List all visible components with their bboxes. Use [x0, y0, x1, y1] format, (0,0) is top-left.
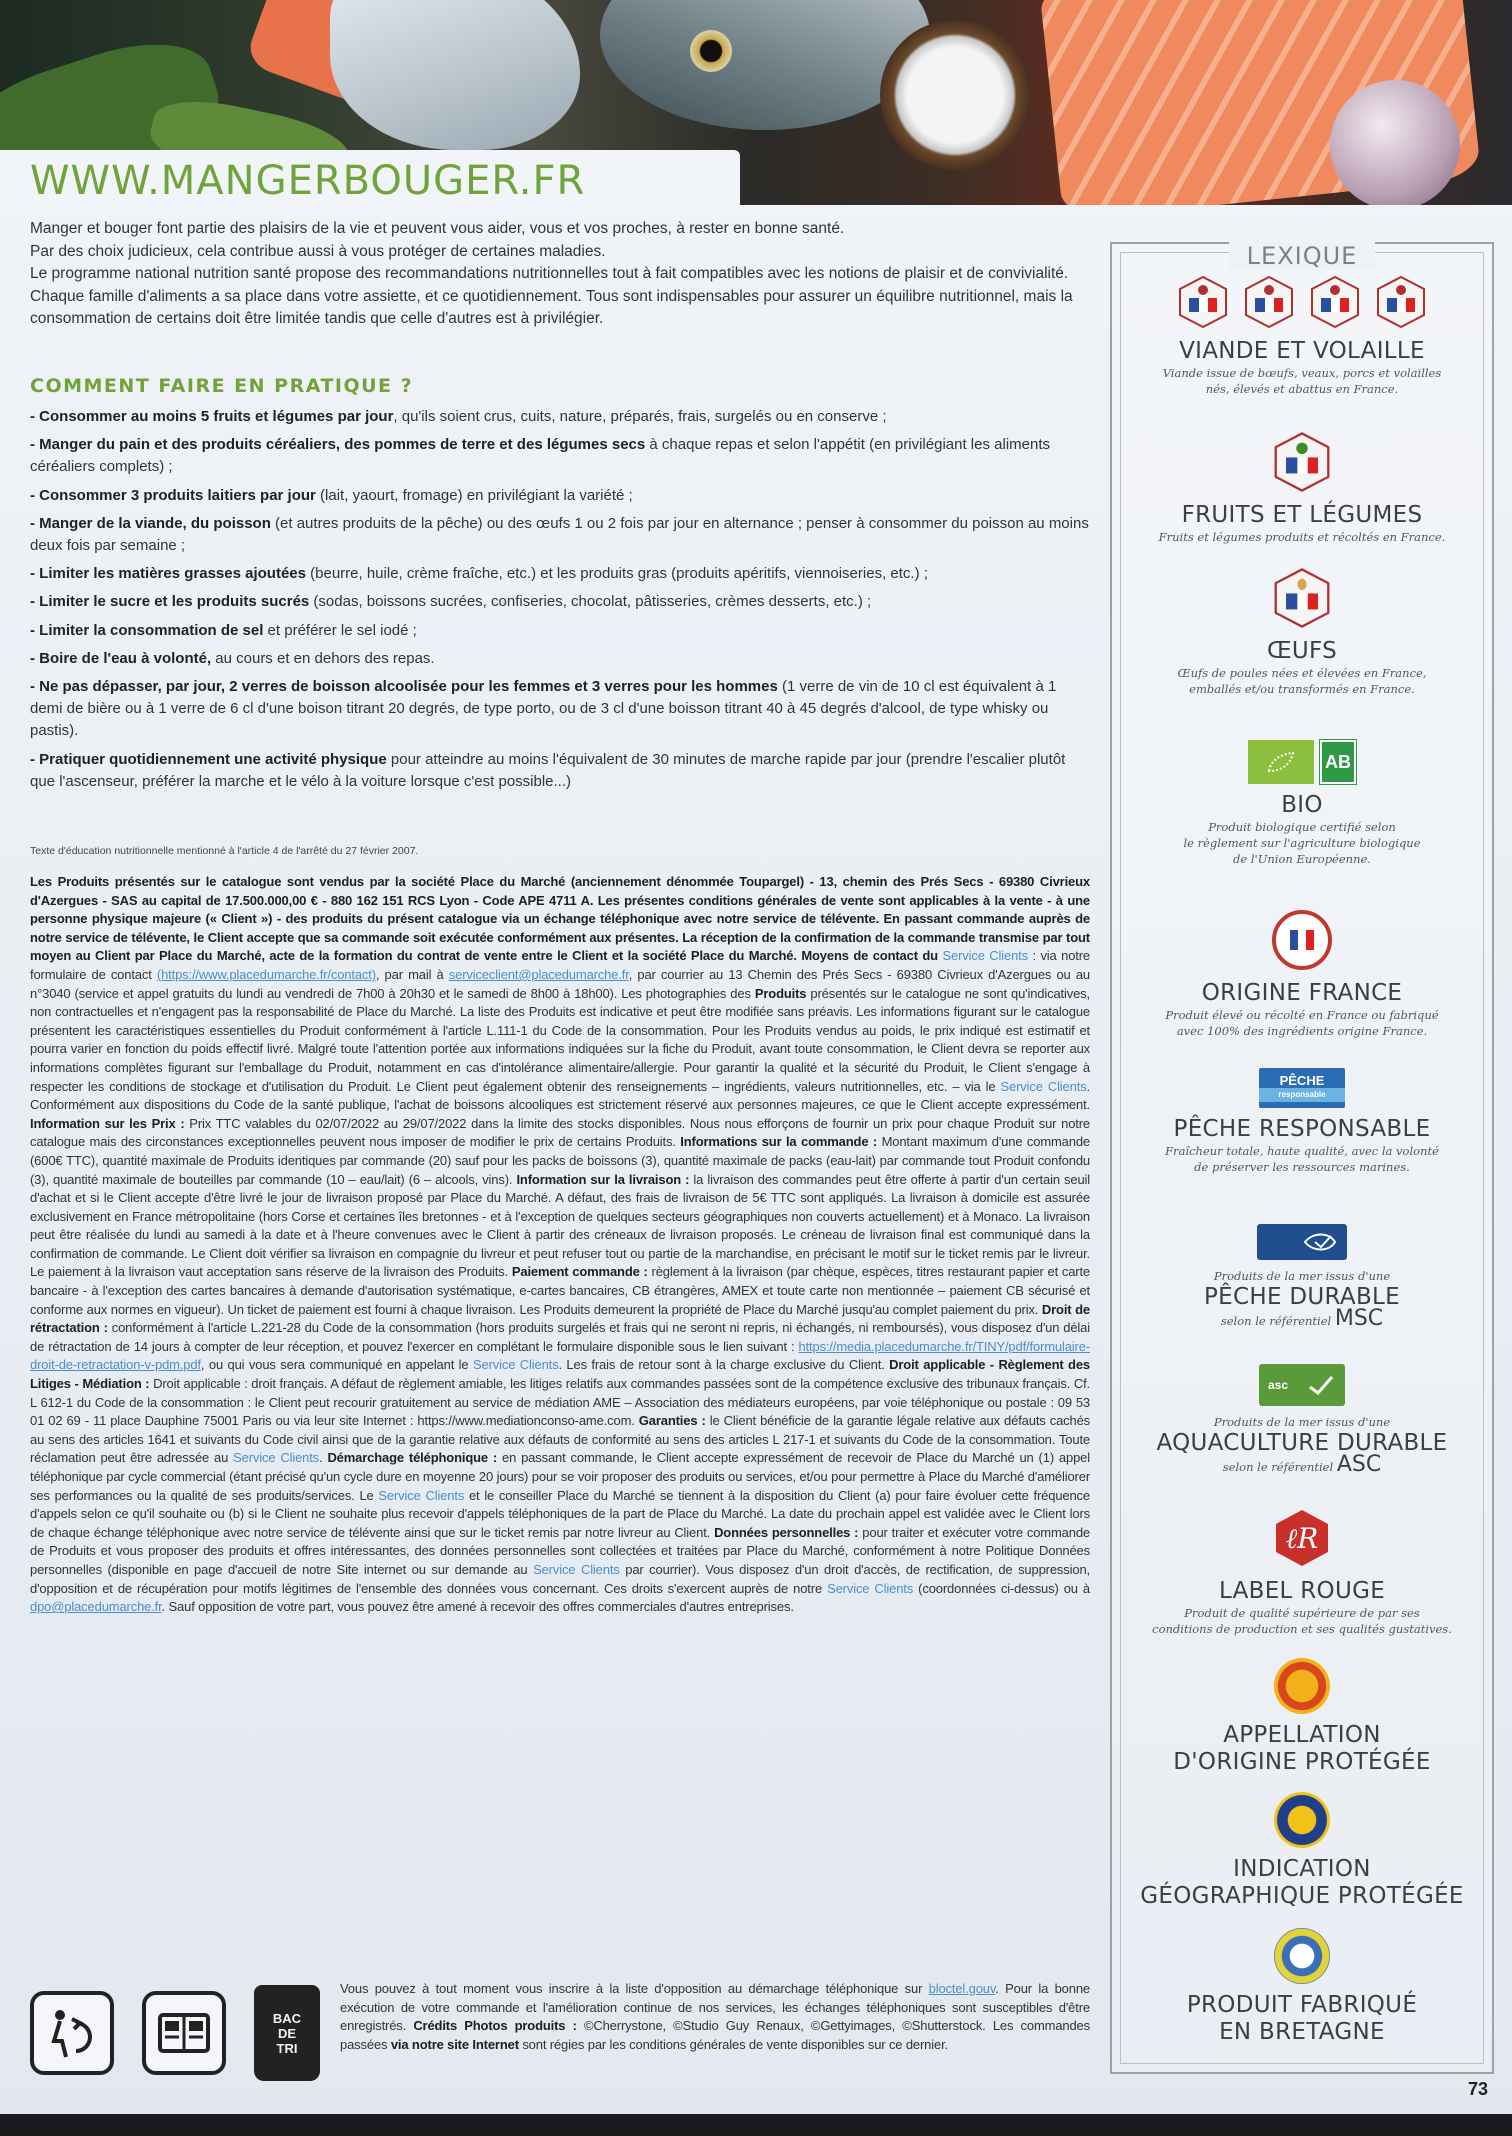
section-title: COMMENT FAIRE EN PRATIQUE ?	[30, 375, 414, 397]
lexique-description: selon le référentiel MSC	[1220, 1306, 1384, 1331]
lexique-item-oeufs	[1112, 566, 1492, 697]
lexique-description: nés, élevés et abattus en France.	[1205, 382, 1399, 396]
asc-logo-icon: asc	[1259, 1364, 1345, 1406]
lexique-description: de préserver les ressources marines.	[1194, 1160, 1410, 1174]
lexique-heading: EN BRETAGNE	[1219, 2019, 1385, 2045]
hexagon-flag-icon	[1175, 274, 1231, 330]
tips-list	[30, 406, 1090, 799]
hexagon-flag-icon	[1241, 274, 1297, 330]
lexique-heading: D'ORIGINE PROTÉGÉE	[1173, 1749, 1431, 1775]
lexique-heading: BIO	[1281, 792, 1323, 818]
lexique-heading: LABEL ROUGE	[1218, 1578, 1386, 1604]
hexagon-flag-icon	[1307, 274, 1363, 330]
sorting-bin-icon	[254, 1985, 320, 2081]
lexique-description: Produits de la mer issus d'une	[1213, 1269, 1391, 1283]
lexique-item-bio	[1112, 740, 1492, 867]
lexique-item-origine	[1112, 908, 1492, 1039]
hexagon-flag-icon	[1373, 274, 1429, 330]
photo-salt-bowl	[880, 20, 1030, 170]
terms-tail: Vous pouvez à tout moment vous inscrire à la liste d'opposition au démarchage téléphonique sur bloctel.gouv. Pour la bonne exécution de votre commande et l'amélioration continue de nos services, les échanges téléphoniques sont susceptibles d'être enregistrés. Crédits Photos produits : ©Cherrystone, ©Studio Guy Renaux, ©Gettyimages, ©Shutterstock. Les commandes passées via notre site Internet sont régies par les conditions générales de vente disponibles sur ce dernier.	[340, 1981, 1090, 2052]
lexique-item-viande	[1112, 274, 1492, 397]
bottom-edge	[0, 2114, 1512, 2136]
service-clients-link[interactable]: Service Clients	[233, 1450, 320, 1466]
recycling-icons	[30, 1985, 320, 2081]
lexique-description: Œufs de poules nées et élevées en France,	[1177, 666, 1427, 680]
lexique-heading: GÉOGRAPHIQUE PROTÉGÉE	[1140, 1883, 1464, 1909]
eu-organic-leaf-icon	[1248, 740, 1314, 784]
paper-sorting-icon	[142, 1991, 226, 2075]
igp-seal-icon	[1274, 1792, 1330, 1848]
service-clients-link[interactable]: Service Clients	[1000, 1078, 1087, 1094]
tip-item: - Limiter la consommation de sel et préférer le sel iodé ;	[30, 621, 417, 639]
dpo-email-link[interactable]: dpo@placedumarche.fr	[30, 1599, 162, 1615]
photo-fish-eye	[690, 30, 732, 72]
lexique-description: selon le référentiel ASC	[1222, 1452, 1382, 1477]
intro-paragraph: Par des choix judicieux, cela contribue aussi à vous protéger de certaines maladies.	[30, 242, 606, 260]
page-number: 73	[1467, 2079, 1488, 2099]
lexique-description: Produit élevé ou récolté en France ou fabriqué	[1165, 1008, 1439, 1022]
tip-item: - Consommer 3 produits laitiers par jour (lait, yaourt, fromage) en privilégiant la variété ;	[30, 486, 633, 504]
tip-item: - Manger de la viande, du poisson (et autres produits de la pêche) ou des œufs 1 ou 2 fois par jour en alternance ; penser à consommer du poisson au moins deux fois par semaine ;	[30, 514, 1089, 555]
bio-logos	[1112, 740, 1492, 784]
ab-logo-icon: AB	[1320, 740, 1356, 784]
bloctel-link[interactable]: bloctel.gouv	[928, 1981, 996, 1996]
contact-link[interactable]: (https://www.placedumarche.fr/contact)	[156, 966, 376, 982]
bin-label: TRI	[276, 2040, 298, 2056]
lexique-heading: VIANDE ET VOLAILLE	[1179, 338, 1425, 364]
peche-responsable-logo: PÊCHE responsable	[1259, 1068, 1345, 1108]
education-note: Texte d'éducation nutritionnelle mentionné à l'article 4 de l'arrêté du 27 février 2007.	[30, 845, 419, 857]
tip-item: - Ne pas dépasser, par jour, 2 verres de boisson alcoolisée pour les femmes et 3 verres pour les hommes (1 verre de vin de 10 cl est équivalent à 1 demi de bière ou à 1 verre de 6 cl d'une boison titrant 20 degrés, de type porto, ou de 3 cl d'une boisson titrant 40 à 45 degrés d'alcool, de type whisky ou pastis).	[30, 678, 1057, 740]
lexique-heading: AQUACULTURE DURABLE	[1156, 1430, 1448, 1456]
tip-item: - Manger du pain et des produits céréaliers, des pommes de terre et des légumes secs à chaque repas et selon l'appétit (en privilégiant les aliments céréaliers complets) ;	[30, 436, 1050, 476]
hexagon-flag-icon	[1270, 566, 1334, 630]
lexique-heading: INDICATION	[1233, 1856, 1371, 1882]
service-clients-link[interactable]: Service Clients	[942, 948, 1028, 964]
retractation-form-link[interactable]: https://media.placedumarche.fr/TINY/pdf/formulaire-droit-de-retractation-v-pdm.pdf	[30, 1338, 1090, 1373]
lexique-item-asc	[1112, 1364, 1492, 1475]
triman-icon	[30, 1991, 114, 2075]
intro-text	[30, 218, 1090, 331]
tip-item: - Consommer au moins 5 fruits et légumes par jour, qu'ils soient crus, cuits, nature, préparés, frais, surgelés ou en conserve ;	[30, 408, 887, 425]
origine-france-seal-icon	[1270, 908, 1334, 972]
service-clients-link[interactable]: Service Clients	[533, 1561, 620, 1577]
hexagon-flag-icon	[1270, 430, 1334, 494]
produit-en-bretagne-icon	[1274, 1928, 1330, 1984]
lexique-title: LEXIQUE	[1112, 242, 1492, 270]
lexique-item-label-rouge	[1112, 1506, 1492, 1637]
lexique-description: Produits de la mer issus d'une	[1213, 1415, 1391, 1429]
lexique-heading: PRODUIT FABRIQUÉ	[1186, 1992, 1418, 2018]
aop-seal-icon	[1274, 1658, 1330, 1714]
lexique-item-aop	[1112, 1658, 1492, 1776]
lexique-item-bretagne	[1112, 1928, 1492, 2046]
lexique-description: avec 100% des ingrédients origine France.	[1176, 1024, 1428, 1038]
msc-fish-icon	[1257, 1224, 1347, 1260]
site-title[interactable]: WWW.MANGERBOUGER.FR	[0, 150, 740, 212]
tip-item: - Limiter le sucre et les produits sucrés (sodas, boissons sucrées, confiseries, chocolat, pâtisseries, crèmes desserts, etc.) ;	[30, 593, 872, 611]
bin-label: DE	[277, 2025, 297, 2041]
photo-fish	[600, 0, 930, 130]
service-clients-link[interactable]: Service Clients	[827, 1580, 914, 1596]
intro-paragraph: Chaque famille d'aliments a sa place dans votre assiette, et ce quotidiennement. Tous sont indispensables pour assurer un équilibre nutritionnel, mais la consommation de certains doit être limitée tandis que celle d'autres est à privilégier.	[30, 287, 1073, 327]
viande-logos	[1112, 274, 1492, 330]
photo-fish-skin	[330, 0, 580, 150]
svg-text:ℓR: ℓR	[1285, 1522, 1319, 1555]
photo-garlic	[1330, 80, 1460, 205]
lexique-item-fruits	[1112, 430, 1492, 545]
lexique-description: Fraîcheur totale, haute qualité, avec la volonté	[1165, 1144, 1439, 1158]
lexique-description: le règlement sur l'agriculture biologique	[1183, 836, 1421, 850]
lexique-description: conditions de production et ses qualités gustatives.	[1152, 1622, 1452, 1636]
service-clients-link[interactable]: Service Clients	[472, 1357, 559, 1373]
lexique-item-igp	[1112, 1792, 1492, 1910]
lexique-heading: FRUITS ET LÉGUMES	[1181, 502, 1423, 528]
bin-label: BAC	[272, 2010, 302, 2026]
lexique-item-peche-responsable	[1112, 1068, 1492, 1175]
lexique-heading: PÊCHE DURABLE	[1204, 1284, 1400, 1310]
tip-item: - Limiter les matières grasses ajoutées (beurre, huile, crème fraîche, etc.) et les produits gras (produits apéritifs, viennoiseries, etc.) ;	[30, 565, 928, 583]
lexique-heading: PÊCHE RESPONSABLE	[1173, 1116, 1431, 1142]
intro-paragraph: Le programme national nutrition santé propose des recommandations nutritionnelles tout à fait compatibles avec les notions de plaisir et de convivialité.	[30, 265, 1069, 282]
lexique-description: emballés et/ou transformés en France.	[1189, 682, 1415, 696]
tip-item: - Boire de l'eau à volonté, au cours et en dehors des repas.	[30, 649, 435, 667]
lexique-item-msc	[1112, 1224, 1492, 1329]
lexique-description: de l'Union Européenne.	[1233, 852, 1371, 866]
intro-paragraph: Manger et bouger font partie des plaisirs de la vie et peuvent vous aider, vous et vos proches, à rester en bonne santé.	[30, 220, 845, 237]
terms-of-sale: Les Produits présentés sur le catalogue sont vendus par la société Place du Marché (anciennement dénommée Toupargel) - 13, chemin des Prés Secs - 69380 Civrieux d'Azergues - SAS au capital de 17.500.000,00 € - 880 162 151 RCS Lyon - Code APE 4711 A. Les présentes conditions générales de vente sont applicables à la vente - à une personne physique majeure (« Client ») - des produits du présent catalogue via un échange téléphonique avec notre service de télévente. En passant commande auprès de notre service de télévente, le Client accepte que sa commande soit exécutée conformément aux présentes. La réception de la confirmation de la commande transmise par tout moyen au Client par Place du Marché, acte de la formation du contrat de vente entre le Client et la société Place du Marché. Moyens de contact du Service Clients : via notre formulaire de contact (https://www.placedumarche.fr/contact), par mail à serviceclient@placedumarche.fr, par courrier au 13 Chemin des Prés Secs - 69380 Civrieux d'Azergues ou au n°3040 (service et appel gratuits du lundi au vendredi de 7h00 à 20h30 et le samedi de 8h00 à 18h00). Les photographies des Produits présentés sur le catalogue ne sont qu'indicatives, non contractuelles et n'engagent pas la responsabilité de Place du Marché. La liste des Produits est indicative et peut être modifiée sans préavis. Les informations figurant sur le catalogue présentent les caractéristiques essentielles du Produit conformément à l'article L.111-1 du Code de la consommation. Pour les Produits vendus au poids, le prix indiqué est estimatif et pourra varier en fonction du poids effectif livré. Malgré toute l'attention portée aux informations indiquées sur la fiche du Produit, avant toute consommation, le Client devra se reporter aux informations complètes figurant sur l'emballage du Produit, notamment en cas d'intolérance alimentaire/allergie. Pour garantir la qualité et la sécurité du Produit, le Client s'engage à respecter les conditions de stockage et d'utilisation du Produit. Le Client peut également obtenir des renseignements – ingrédients, valeurs nutritionnelles, etc. – via le Service Clients. Conformément aux dispositions du Code de la santé publique, l'achat de boissons alcooliques est strictement réservé aux personnes majeures, ce que le Client accepte expressément. Information sur les Prix : Prix TTC valables du 02/07/2022 au 29/07/2022 dans la limite des stocks disponibles. Nous nous efforçons de fournir un prix pour chaque Produit sur notre catalogue mais des circonstances exceptionnelles peuvent nous imposer de modifier le prix de certains Produits. Informations sur la commande : Montant maximum d'une commande (600€ TTC), quantité maximale de Produits identiques par commande (20) sauf pour les packs de boissons (3), quantité maximale de packs (eau-lait) par commande tout Produit confondu (3), quantité maximale de bouteilles par commande (10 – eau/lait) (6 – alcools, vins). Information sur la livraison : la livraison des commandes peut être offerte à partir d'un certain seuil d'achat et si le Client accepte d'être livré le jour de livraison proposé par Place du Marché. A défaut, des frais de livraison de 5€ TTC sont appliqués. La livraison à domicile est assurée exclusivement en France métropolitaine (hors Corse et certaines îles bretonnes - et à l'exception de quelques secteurs géographiques non couverts actuellement) et à Monaco. La livraison peut être réalisée du lundi au samedi à la date et à l'heure convenues avec le Client à partir des créneaux de livraison proposés. Le créneau de livraison final est communiqué dans la confirmation de commande. Le Client doit vérifier sa livraison en compagnie du livreur et peut refuser tout ou partie de la marchandise, en précisant le motif sur le ticket remis par le livreur. Le paiement à la livraison vaut acceptation sans réserve de la livraison des Produits. Paiement commande : règlement à la livraison (par chèque, espèces, titres restaurant papier et carte bancaire - à l'exception des cartes bancaires à demande d'autorisation systématique, e-cartes bancaires, CB étrangères, AMEX et toute carte non mentionnée – paiement CB sécurisé et conforme aux normes en vigueur). Un ticket de paiement est fourni à chaque livraison. Les Produits demeurent la propriété de Place du Marché jusqu'au complet paiement du prix. Droit de rétractation : conformément à l'article L.221-28 du Code de la consommation (hors produits surgelés et frais qui ne seront ni repris, ni échangés, ni remboursés), vous disposez d'un délai de rétractation de 14 jours à compter de leur réception, et pouvez l'exercer en complétant le formulaire disponible sous le lien suivant : https://media.placedumarche.fr/TINY/pdf/formulaire-droit-de-retractation-v-pdm.pdf, ou qui vous sera communiqué en appelant le Service Clients. Les frais de retour sont à la charge exclusive du Client. Droit applicable - Règlement des Litiges - Médiation : Droit applicable : droit français. A défaut de règlement amiable, les litiges relatifs aux commandes passées sont de la compétence exclusive des tribunaux français. Cf. L 612-1 du Code de la consommation : le Client peut recourir gratuitement au service de médiation AME – Association des médiateurs européens, par voie téléphonique ou postale : 09 53 01 02 69 - 11 place Dauphine 75001 Paris ou via leur site Internet : https://www.mediationconso-ame.com. Garanties : le Client bénéficie de la garantie légale relative aux défauts cachés au sens des articles 1641 et suivants du Code civil ainsi que de la garantie relative aux défauts de conformité au sens des articles L 217-1 et suivants du Code de la consommation. Toute réclamation peut être adressée au Service Clients. Démarchage téléphonique : en passant commande, le Client accepte expressément de recevoir de Place du Marché un (1) appel téléphonique par cycle commercial (étant précisé qu'un cycle dure en moyenne 20 jours) pour se voir proposer des produits ou services, et/ou pour permettre à Place du Marché d'améliorer ses performances ou la qualité de ses produits/services. Le Service Clients et le conseiller Place du Marché se tiennent à la disposition du Client (a) pour faire évoluer cette fréquence d'appels selon ce qu'il souhaite ou (b) si le Client ne souhaite plus recevoir d'appels téléphoniques de la part de Place du Marché. La date du prochain appel est validée avec le Client lors de chaque échange téléphonique avec notre service de télévente ainsi que sur le ticket remis par notre livreur au Client. Données personnelles : pour traiter et exécuter votre commande de Produits et vous proposer des produits et offres intéressantes, des données personnelles sont collectées et traitées par Place du Marché, conformément à notre Politique Données personnelles (disponible en page d'accueil de notre Site internet ou sur demande au Service Clients par courrier). Vous disposez d'un droit d'accès, de rectification, de suppression, d'opposition et de récupération pour motifs légitimes de l'ensemble des données vous concernant. Ces droits s'exercent auprès de notre Service Clients (coordonnées ci-dessus) ou à dpo@placedumarche.fr. Sauf opposition de votre part, vous pouvez être amené à recevoir des offres commerciales d'autres entreprises.	[30, 874, 1091, 1615]
lexique-panel	[1110, 242, 1494, 2074]
lexique-description: Fruits et légumes produits et récoltés en France.	[1158, 530, 1446, 544]
lexique-heading: APPELLATION	[1223, 1722, 1381, 1748]
lexique-description: Viande issue de bœufs, veaux, porcs et volailles	[1162, 366, 1442, 380]
tip-item: - Pratiquer quotidiennement une activité physique pour atteindre au moins l'équivalent de 30 minutes de marche rapide par jour (prendre l'escalier plutôt que l'ascenseur, préférer la marche et le vélo à la voiture lorsque c'est possible...)	[30, 750, 1066, 790]
lexique-heading: ORIGINE FRANCE	[1201, 980, 1403, 1006]
email-link[interactable]: serviceclient@placedumarche.fr	[448, 966, 629, 982]
lexique-heading: ŒUFS	[1266, 638, 1338, 664]
label-rouge-icon	[1270, 1506, 1334, 1570]
lexique-description: Produit biologique certifié selon	[1208, 820, 1396, 834]
lexique-description: Produit de qualité supérieure de par ses	[1184, 1606, 1420, 1620]
service-clients-link[interactable]: Service Clients	[378, 1487, 465, 1503]
